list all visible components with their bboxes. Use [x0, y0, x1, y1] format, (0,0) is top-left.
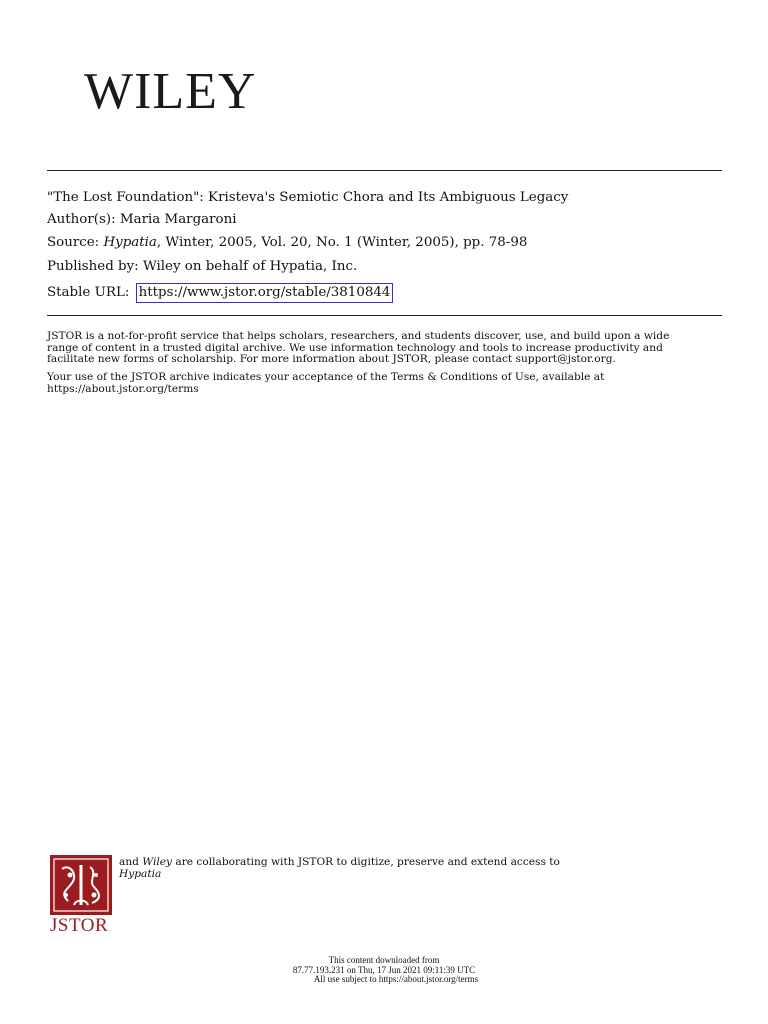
- collab-text: are collaborating with JSTOR to digitize, preserve and extend access to: [175, 856, 560, 868]
- authors-value: Maria Margaroni: [119, 212, 237, 227]
- article-title: "The Lost Foundation": Kristeva's Semiotic Chora and Its Ambiguous Legacy: [47, 190, 569, 205]
- stable-url-link[interactable]: https://www.jstor.org/stable/3810844: [136, 283, 394, 303]
- source-details: , Winter, 2005, Vol. 20, No. 1 (Winter, 2005), pp. 78-98: [156, 235, 528, 250]
- authors-label: Author(s):: [47, 212, 116, 227]
- source-journal: Hypatia: [103, 235, 157, 250]
- bottom-divider: [47, 315, 722, 316]
- jstor-logo-text: JSTOR: [50, 915, 109, 936]
- authors-line: [47, 213, 237, 226]
- source-label: Source:: [47, 235, 100, 250]
- collaboration-line: [119, 856, 560, 868]
- collaboration-note: [119, 856, 560, 880]
- footer-line-1: This content downloaded from: [328, 955, 440, 965]
- source-line: [47, 236, 527, 249]
- footer-line-3: All use subject to https://about.jstor.org/terms: [313, 974, 479, 985]
- published-by-value: Wiley on behalf of Hypatia, Inc.: [142, 259, 358, 274]
- download-footer: [0, 956, 768, 985]
- collab-and: and: [119, 856, 139, 868]
- published-by-line: [47, 260, 357, 273]
- footer-line-2: 87.77.193.231 on Thu, 17 Jun 2021 09:11:39 UTC: [292, 964, 476, 975]
- stable-url-line: [47, 283, 393, 303]
- collab-publisher: Wiley: [142, 856, 173, 868]
- jstor-about-text: JSTOR is a not-for-profit service that helps scholars, researchers, and students discover, use, and build upon a wide range of content in a trusted digital archive. We use information technology and tools to increase productivity and facilitate new forms of scholarship. For more information about JSTOR, please contact support@jstor.org.: [47, 330, 670, 365]
- stable-url-label: Stable URL:: [47, 285, 130, 300]
- collab-journal: Hypatia: [119, 868, 162, 880]
- wiley-logo: WILEY: [84, 63, 257, 120]
- top-divider: [47, 170, 722, 171]
- published-by-label: Published by:: [47, 259, 139, 274]
- terms-notice: Your use of the JSTOR archive indicates your acceptance of the Terms & Conditions of Use, available at https://about.jstor.org/terms: [47, 371, 605, 395]
- jstor-seal-icon: [50, 855, 112, 915]
